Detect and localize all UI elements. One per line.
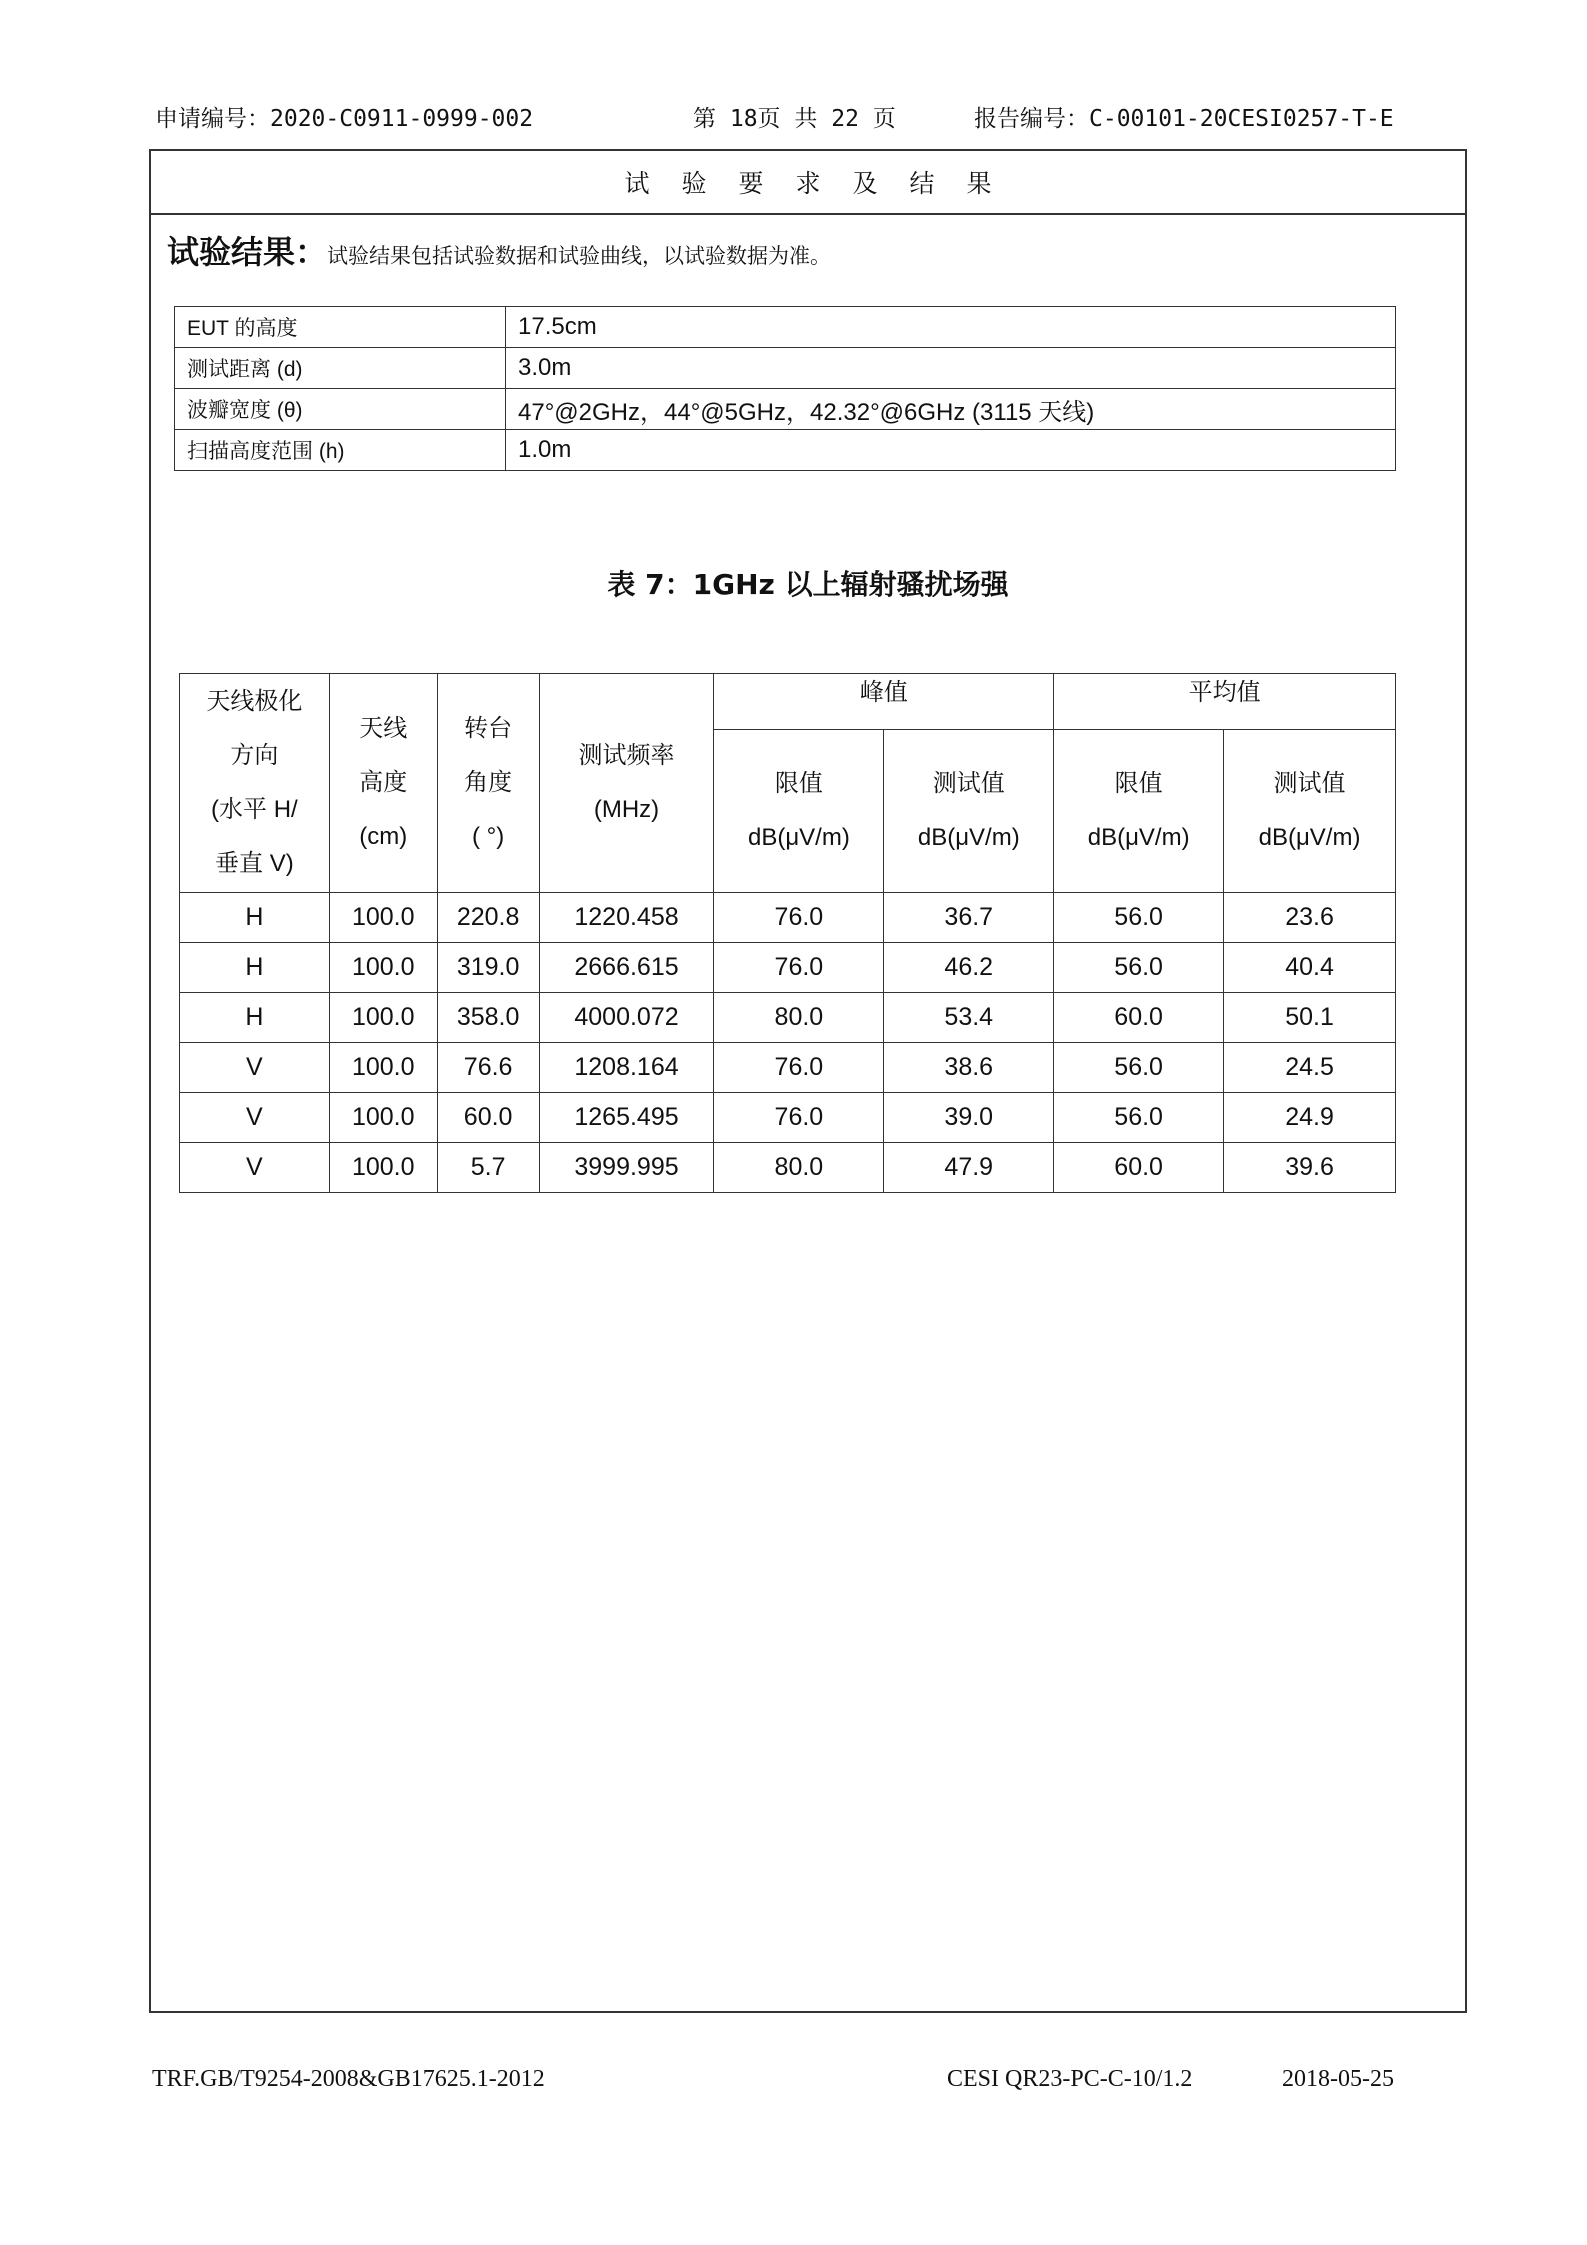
header-average: 平均值 <box>1054 674 1396 730</box>
cell-peak-limit: 76.0 <box>714 893 884 943</box>
info-value: 17.5cm <box>506 307 1396 348</box>
footer-form-code: CESI QR23-PC-C-10/1.2 <box>947 2066 1193 2092</box>
cell-frequency: 3999.995 <box>539 1143 714 1193</box>
cell-peak-measured: 47.9 <box>884 1143 1054 1193</box>
cell-peak-limit: 76.0 <box>714 1093 884 1143</box>
table-title: 表 7：1GHz 以上辐射骚扰场强 <box>607 568 1009 601</box>
info-row <box>175 348 1396 389</box>
cell-avg-measured: 39.6 <box>1224 1143 1396 1193</box>
info-value: 3.0m <box>506 348 1396 389</box>
cell-frequency: 2666.615 <box>539 943 714 993</box>
cell-peak-limit: 80.0 <box>714 1143 884 1193</box>
info-key: 波瓣宽度 (θ) <box>175 389 506 430</box>
cell-avg-measured: 23.6 <box>1224 893 1396 943</box>
cell-antenna-height: 100.0 <box>329 943 437 993</box>
info-row <box>175 307 1396 348</box>
cell-avg-measured: 50.1 <box>1224 993 1396 1043</box>
header-line: 高度 <box>359 769 408 796</box>
header-line: dB(μV/m) <box>917 824 1020 851</box>
header-line: (水平 H/ <box>211 796 298 823</box>
header-line: dB(μV/m) <box>1087 824 1190 851</box>
result-note <box>167 227 831 273</box>
cell-polarization: H <box>180 893 330 943</box>
header-line: ( °) <box>472 823 505 850</box>
table-row <box>180 893 1396 943</box>
cell-polarization: V <box>180 1143 330 1193</box>
section-title: 试验要求及结果 <box>151 151 1465 215</box>
cell-avg-limit: 56.0 <box>1054 943 1224 993</box>
result-label: 试验结果： <box>167 233 328 271</box>
cell-peak-measured: 46.2 <box>884 943 1054 993</box>
header-avg-limit <box>1054 730 1224 893</box>
cell-peak-measured: 36.7 <box>884 893 1054 943</box>
cell-polarization: V <box>180 1093 330 1143</box>
cell-avg-measured: 40.4 <box>1224 943 1396 993</box>
header-line: (cm) <box>359 823 408 850</box>
cell-antenna-height: 100.0 <box>329 993 437 1043</box>
cell-turntable-angle: 76.6 <box>437 1043 539 1093</box>
footer-standard: TRF.GB/T9254-2008&GB17625.1-2012 <box>152 2066 545 2092</box>
cell-polarization: V <box>180 1043 330 1093</box>
cell-peak-measured: 39.0 <box>884 1093 1054 1143</box>
cell-avg-limit: 56.0 <box>1054 893 1224 943</box>
cell-peak-measured: 53.4 <box>884 993 1054 1043</box>
cell-avg-measured: 24.9 <box>1224 1093 1396 1143</box>
cell-turntable-angle: 5.7 <box>437 1143 539 1193</box>
header-peak-measured <box>884 730 1054 893</box>
info-row <box>175 430 1396 471</box>
cell-avg-limit: 56.0 <box>1054 1043 1224 1093</box>
cell-peak-limit: 80.0 <box>714 993 884 1043</box>
header-line: 限值 <box>774 770 823 797</box>
info-value: 47°@2GHz，44°@5GHz，42.32°@6GHz (3115 天线) <box>506 389 1396 430</box>
cell-avg-limit: 56.0 <box>1054 1093 1224 1143</box>
cell-antenna-height: 100.0 <box>329 1143 437 1193</box>
header-polarization <box>180 674 330 893</box>
cell-peak-limit: 76.0 <box>714 943 884 993</box>
footer-date: 2018-05-25 <box>1282 2066 1394 2092</box>
info-key: EUT 的高度 <box>175 307 506 348</box>
info-key: 测试距离 (d) <box>175 348 506 389</box>
header-line: 转台 <box>464 715 513 742</box>
header-turntable-angle <box>437 674 539 893</box>
page-number: 第 18页 共 22 页 <box>693 106 896 132</box>
cell-avg-limit: 60.0 <box>1054 993 1224 1043</box>
header-line: 限值 <box>1114 770 1163 797</box>
application-number: 申请编号：2020-C0911-0999-002 <box>155 106 534 132</box>
header-antenna-height <box>329 674 437 893</box>
cell-peak-measured: 38.6 <box>884 1043 1054 1093</box>
header-line: 方向 <box>230 742 279 769</box>
cell-polarization: H <box>180 993 330 1043</box>
table-row <box>180 943 1396 993</box>
header-line: 角度 <box>464 769 513 796</box>
cell-frequency: 4000.072 <box>539 993 714 1043</box>
cell-antenna-height: 100.0 <box>329 1093 437 1143</box>
header-peak: 峰值 <box>714 674 1054 730</box>
cell-turntable-angle: 358.0 <box>437 993 539 1043</box>
header-frequency <box>539 674 714 893</box>
table-row <box>180 1043 1396 1093</box>
header-line: 天线极化 <box>206 688 303 715</box>
info-key: 扫描高度范围 (h) <box>175 430 506 471</box>
header-line: 垂直 V) <box>215 850 294 877</box>
cell-turntable-angle: 60.0 <box>437 1093 539 1143</box>
cell-antenna-height: 100.0 <box>329 893 437 943</box>
header-line: dB(μV/m) <box>1258 824 1361 851</box>
page-frame <box>149 149 1467 2013</box>
cell-frequency: 1220.458 <box>539 893 714 943</box>
header-line: dB(μV/m) <box>747 824 850 851</box>
cell-peak-limit: 76.0 <box>714 1043 884 1093</box>
cell-frequency: 1208.164 <box>539 1043 714 1093</box>
table-row <box>180 993 1396 1043</box>
cell-frequency: 1265.495 <box>539 1093 714 1143</box>
header-avg-measured <box>1224 730 1396 893</box>
cell-avg-measured: 24.5 <box>1224 1043 1396 1093</box>
table-row <box>180 1143 1396 1193</box>
result-text: 试验结果包括试验数据和试验曲线，以试验数据为准。 <box>327 244 832 268</box>
cell-polarization: H <box>180 943 330 993</box>
header-peak-limit <box>714 730 884 893</box>
cell-avg-limit: 60.0 <box>1054 1143 1224 1193</box>
cell-antenna-height: 100.0 <box>329 1043 437 1093</box>
radiated-emission-table <box>179 673 1396 1193</box>
header-line: 天线 <box>359 715 408 742</box>
table-row <box>180 1093 1396 1143</box>
info-value: 1.0m <box>506 430 1396 471</box>
header-line: 测试频率 <box>578 742 675 769</box>
info-row <box>175 389 1396 430</box>
header-line: (MHz) <box>593 796 660 823</box>
cell-turntable-angle: 319.0 <box>437 943 539 993</box>
report-number: 报告编号：C-00101-20CESI0257-T-E <box>974 106 1394 132</box>
header-line: 测试值 <box>1273 770 1346 797</box>
test-parameters-table <box>174 306 1396 471</box>
cell-turntable-angle: 220.8 <box>437 893 539 943</box>
header-line: 测试值 <box>932 770 1005 797</box>
